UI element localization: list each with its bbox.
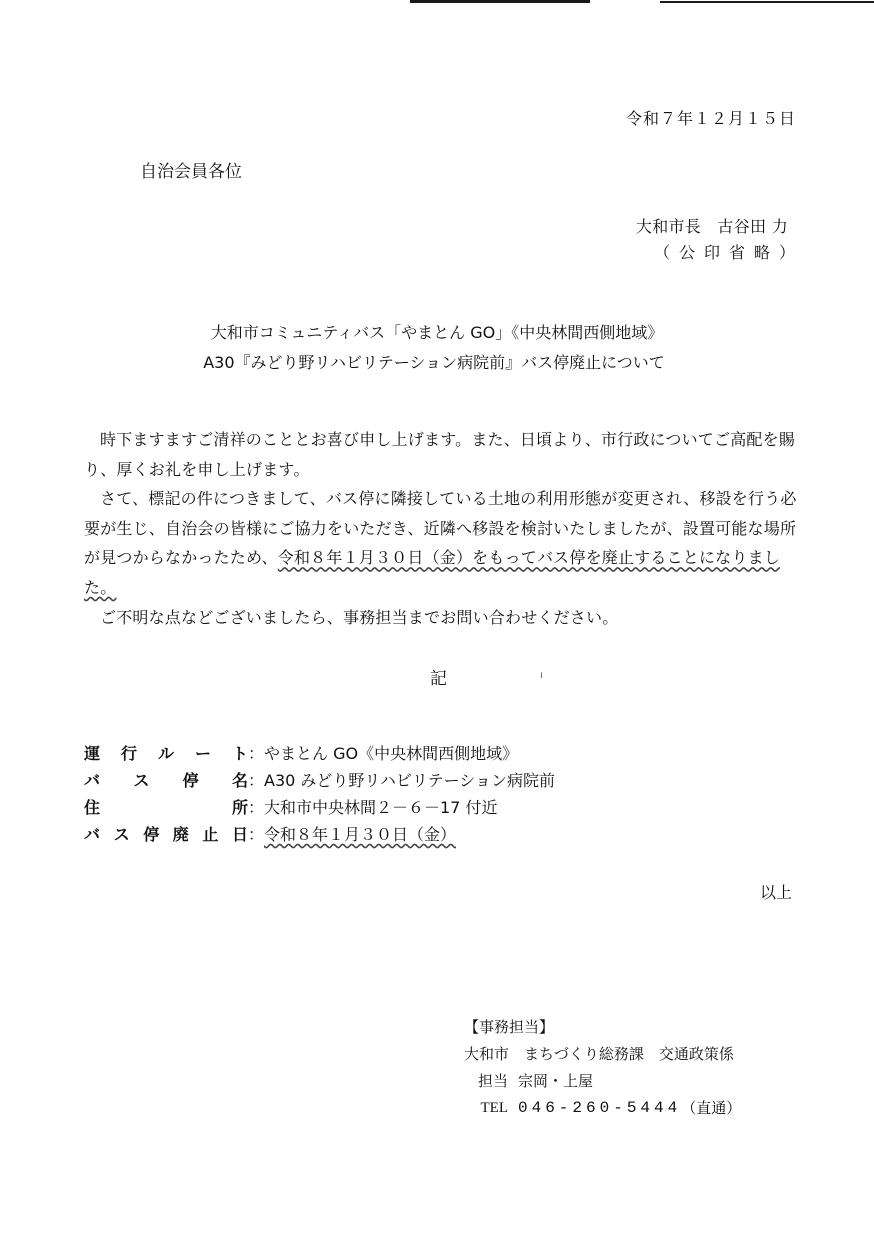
- record-heading: 記: [430, 669, 447, 689]
- record-label-bus-stop: バ ス 停 名: [84, 771, 248, 790]
- record-details: [84, 740, 555, 848]
- subject-line-2: A30『みどり野リハビリテーション病院前』バス停廃止について: [203, 353, 665, 372]
- sender-name: 大和市長 古谷田 力: [635, 217, 788, 236]
- addressee: 自治会員各位: [140, 162, 242, 182]
- body-paragraph-inquiry: ご不明な点などございましたら、事務担当までお問い合わせください。: [100, 607, 619, 627]
- record-row-abolition-date: バ ス 停 廃 止 日 ： 令和８年１月３０日（金）: [84, 821, 555, 848]
- record-label-abolition-date: バ ス 停 廃 止 日: [84, 825, 248, 844]
- abolition-date-emphasis: 令和８年１月３０日（金）をもってバス停を廃止することになりました。: [84, 548, 780, 597]
- seal-omitted-note: （公印省略）: [653, 243, 804, 262]
- record-label-route: 運 行 ル ー ト: [84, 744, 248, 763]
- phone-number: 046-260-5444: [518, 1099, 682, 1117]
- record-value-bus-stop: A30 みどり野リハビリテーション病院前: [264, 771, 555, 790]
- letter-body: [84, 425, 800, 632]
- scan-edge-mark: [660, 1, 874, 3]
- record-label-address: 住 所: [84, 798, 248, 817]
- document-subject: [0, 318, 874, 378]
- document-date: 令和７年１２月１５日: [625, 109, 796, 128]
- notice-text: さて、標記の件につきまして、バス停に隣接している土地の利用形態が変更され、移設を行う必要が生じ、自治会の皆様にご協力をいただき、近隣へ移設を検討いたしましたが、設置可能な場所が見つからなかったため、: [84, 489, 797, 568]
- contact-org: 大和市 まちづくり総務課 交通政策係: [464, 1045, 734, 1063]
- body-paragraph-greeting: 時下ますますご清祥のこととお喜び申し上げます。また、日頃より、市行政についてご高配を賜り、厚くお礼を申し上げます。: [84, 430, 796, 479]
- record-row-address: 住 所 ： 大和市中央林間２－６－17 付近: [84, 794, 555, 821]
- contact-person: 担当 宗岡・上屋: [477, 1072, 594, 1090]
- contact-phone: TEL 046-260-5444 （直通）: [464, 1095, 741, 1122]
- closing-mark: 以上: [759, 883, 792, 902]
- record-row-bus-stop: バ ス 停 名 ： A30 みどり野リハビリテーション病院前: [84, 767, 555, 794]
- record-value-address: 大和市中央林間２－６－17 付近: [264, 798, 498, 817]
- subject-line-1: 大和市コミュニティバス「やまとん GO」《中央林間西側地域》: [210, 323, 664, 342]
- body-paragraph-notice: [84, 484, 800, 602]
- record-row-route: 運 行 ル ー ト ： やまとん GO《中央林間西側地域》: [84, 740, 555, 767]
- contact-heading: 【事務担当】: [464, 1018, 555, 1036]
- record-value-abolition-date: 令和８年１月３０日（金）: [264, 825, 457, 844]
- record-value-route: やまとん GO《中央林間西側地域》: [264, 744, 519, 763]
- stray-mark: ı: [540, 670, 543, 681]
- scan-edge-mark: [410, 0, 590, 3]
- contact-block: [464, 1014, 741, 1122]
